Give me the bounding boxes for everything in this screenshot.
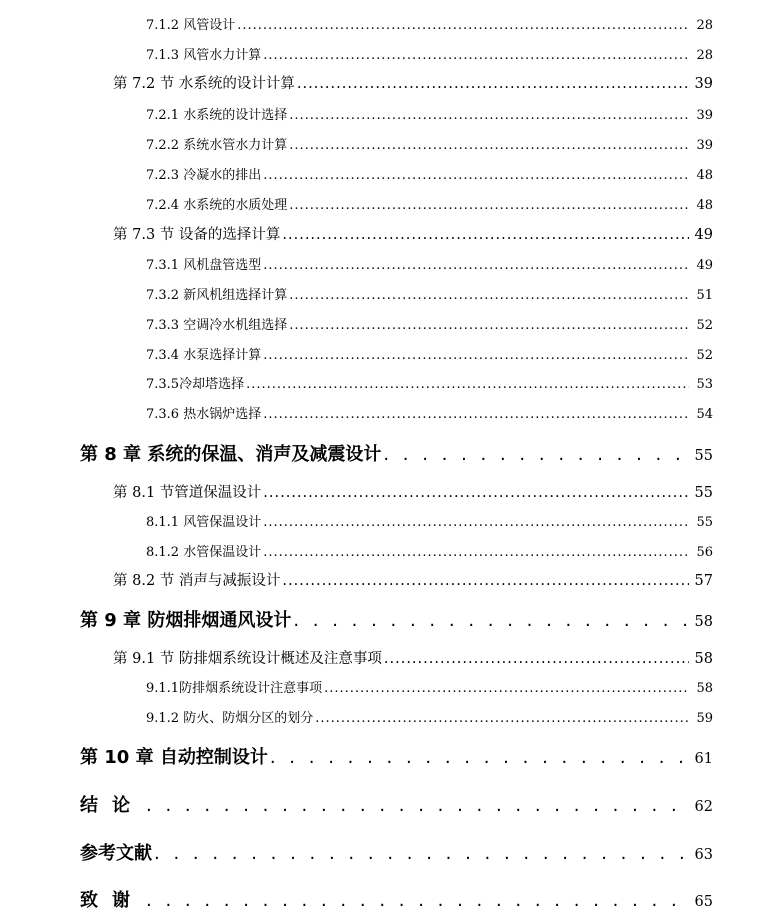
toc-entry-9-1-1[interactable] (146, 677, 713, 696)
toc-entry-label: 7.1.2 风管设计 (146, 18, 236, 33)
toc-entry-label: 参考文献 (80, 843, 152, 864)
toc-entry-label: 第 8.1 节管道保温设计 (113, 485, 262, 501)
toc-entry-page: 48 (696, 168, 713, 183)
toc-dot-leader (263, 515, 689, 530)
toc-entry-7-3-6[interactable] (146, 403, 713, 422)
toc-entry-label: 9.1.2 防火、防烟分区的划分 (146, 711, 314, 726)
toc-entry-8-1-1[interactable] (146, 511, 713, 530)
toc-entry-7-3-2[interactable] (146, 284, 713, 303)
toc-dot-leader (263, 168, 689, 183)
toc-dot-leader (289, 108, 689, 123)
toc-dot-leader (289, 318, 689, 333)
toc-dot-leader (237, 18, 689, 33)
toc-entry-page: 63 (694, 847, 713, 863)
toc-entry-label: 第 10 章 自动控制设计 (80, 747, 268, 768)
toc-entry-page: 59 (696, 711, 713, 726)
toc-entry-page: 53 (696, 377, 713, 392)
toc-entry-label: 第 7.2 节 水系统的设计计算 (113, 76, 295, 92)
toc-dot-leader (246, 377, 689, 392)
toc-dot-leader (289, 138, 689, 153)
toc-entry-label: 7.2.2 系统水管水力计算 (146, 138, 288, 153)
toc-entry-7-2-2[interactable] (146, 134, 713, 153)
toc-entry-acknowledgements[interactable] (80, 886, 713, 912)
toc-entry-8-1-2[interactable] (146, 541, 713, 560)
toc-entry-page: 58 (696, 681, 713, 696)
toc-dot-leader (282, 573, 689, 589)
toc-entry-label: 第 9.1 节 防排烟系统设计概述及注意事项 (113, 651, 382, 667)
toc-entry-8-1[interactable] (113, 481, 713, 502)
toc-dot-leader (154, 843, 689, 864)
toc-entry-page: 39 (694, 76, 713, 92)
toc-entry-page: 58 (694, 651, 713, 667)
toc-entry-9-1[interactable] (113, 647, 713, 668)
toc-entry-label: 第 9 章 防烟排烟通风设计 (80, 610, 292, 631)
toc-entry-page: 49 (696, 258, 713, 273)
toc-dot-leader (289, 288, 689, 303)
toc-entry-label: 第 7.3 节 设备的选择计算 (113, 227, 281, 243)
toc-dot-leader (263, 258, 689, 273)
toc-entry-7-3-5[interactable] (146, 373, 713, 392)
toc-entry-label: 结论 (80, 795, 144, 816)
toc-entry-page: 51 (696, 288, 713, 303)
toc-dot-leader (324, 681, 689, 696)
toc-dot-leader (384, 651, 689, 667)
toc-dot-leader (315, 711, 689, 726)
toc-dot-leader (263, 545, 689, 560)
toc-entry-page: 55 (694, 448, 713, 464)
toc-entry-page: 57 (694, 573, 713, 589)
toc-entry-chapter-10[interactable] (80, 743, 713, 769)
toc-entry-label: 7.3.4 水泵选择计算 (146, 348, 262, 363)
toc-entry-9-1-2[interactable] (146, 707, 713, 726)
toc-dot-leader (297, 76, 689, 92)
toc-entry-label: 9.1.1防排烟系统设计注意事项 (146, 681, 323, 696)
toc-entry-label: 7.3.1 风机盘管选型 (146, 258, 262, 273)
toc-entry-chapter-8[interactable] (80, 440, 713, 466)
toc-entry-references[interactable] (80, 839, 713, 865)
toc-entry-page: 39 (696, 138, 713, 153)
toc-entry-7-3[interactable] (113, 223, 713, 244)
toc-entry-7-2-3[interactable] (146, 164, 713, 183)
toc-entry-label: 7.3.6 热水锅炉选择 (146, 407, 262, 422)
toc-entry-label: 8.1.2 水管保温设计 (146, 545, 262, 560)
toc-entry-label: 第 8 章 系统的保温、消声及减震设计 (80, 444, 382, 465)
toc-entry-7-3-4[interactable] (146, 344, 713, 363)
toc-dot-leader (289, 198, 689, 213)
toc-dot-leader (146, 795, 689, 816)
toc-dot-leader (263, 348, 689, 363)
toc-entry-7-2-1[interactable] (146, 104, 713, 123)
toc-entry-label: 7.1.3 风管水力计算 (146, 48, 262, 63)
toc-entry-label: 7.3.5冷却塔选择 (146, 377, 245, 392)
toc-entry-label: 7.3.3 空调冷水机组选择 (146, 318, 288, 333)
toc-entry-7-3-1[interactable] (146, 254, 713, 273)
toc-entry-label: 第 8.2 节 消声与减振设计 (113, 573, 281, 589)
toc-entry-page: 52 (696, 318, 713, 333)
toc-entry-page: 54 (696, 407, 713, 422)
toc-entry-page: 61 (694, 751, 713, 767)
toc-entry-page: 62 (694, 799, 713, 815)
toc-dot-leader (263, 48, 689, 63)
toc-dot-leader (146, 890, 689, 911)
toc-entry-page: 28 (696, 48, 713, 63)
toc-entry-label: 8.1.1 风管保温设计 (146, 515, 262, 530)
toc-entry-label: 7.3.2 新风机组选择计算 (146, 288, 288, 303)
toc-dot-leader (263, 407, 689, 422)
toc-entry-label: 致谢 (80, 890, 144, 911)
toc-entry-7-2[interactable] (113, 72, 713, 93)
toc-entry-8-2[interactable] (113, 569, 713, 590)
toc-entry-chapter-9[interactable] (80, 606, 713, 632)
toc-dot-leader (282, 227, 689, 243)
toc-entry-page: 49 (694, 227, 713, 243)
toc-entry-page: 55 (696, 515, 713, 530)
toc-entry-page: 56 (696, 545, 713, 560)
toc-entry-label: 7.2.3 冷凝水的排出 (146, 168, 262, 183)
toc-entry-7-1-3[interactable] (146, 44, 713, 63)
toc-dot-leader (383, 444, 689, 465)
toc-entry-page: 55 (694, 485, 713, 501)
toc-entry-page: 39 (696, 108, 713, 123)
toc-entry-conclusion[interactable] (80, 791, 713, 817)
toc-dot-leader (270, 747, 689, 768)
toc-entry-page: 28 (696, 18, 713, 33)
toc-entry-page: 58 (694, 614, 713, 630)
toc-entry-page: 65 (694, 894, 713, 910)
toc-entry-page: 48 (696, 198, 713, 213)
toc-entry-7-2-4[interactable] (146, 194, 713, 213)
toc-entry-label: 7.2.1 水系统的设计选择 (146, 108, 288, 123)
toc-dot-leader (293, 610, 689, 631)
toc-entry-7-1-2[interactable] (146, 14, 713, 33)
toc-entry-label: 7.2.4 水系统的水质处理 (146, 198, 288, 213)
toc-dot-leader (263, 485, 689, 501)
toc-entry-page: 52 (696, 348, 713, 363)
toc-entry-7-3-3[interactable] (146, 314, 713, 333)
